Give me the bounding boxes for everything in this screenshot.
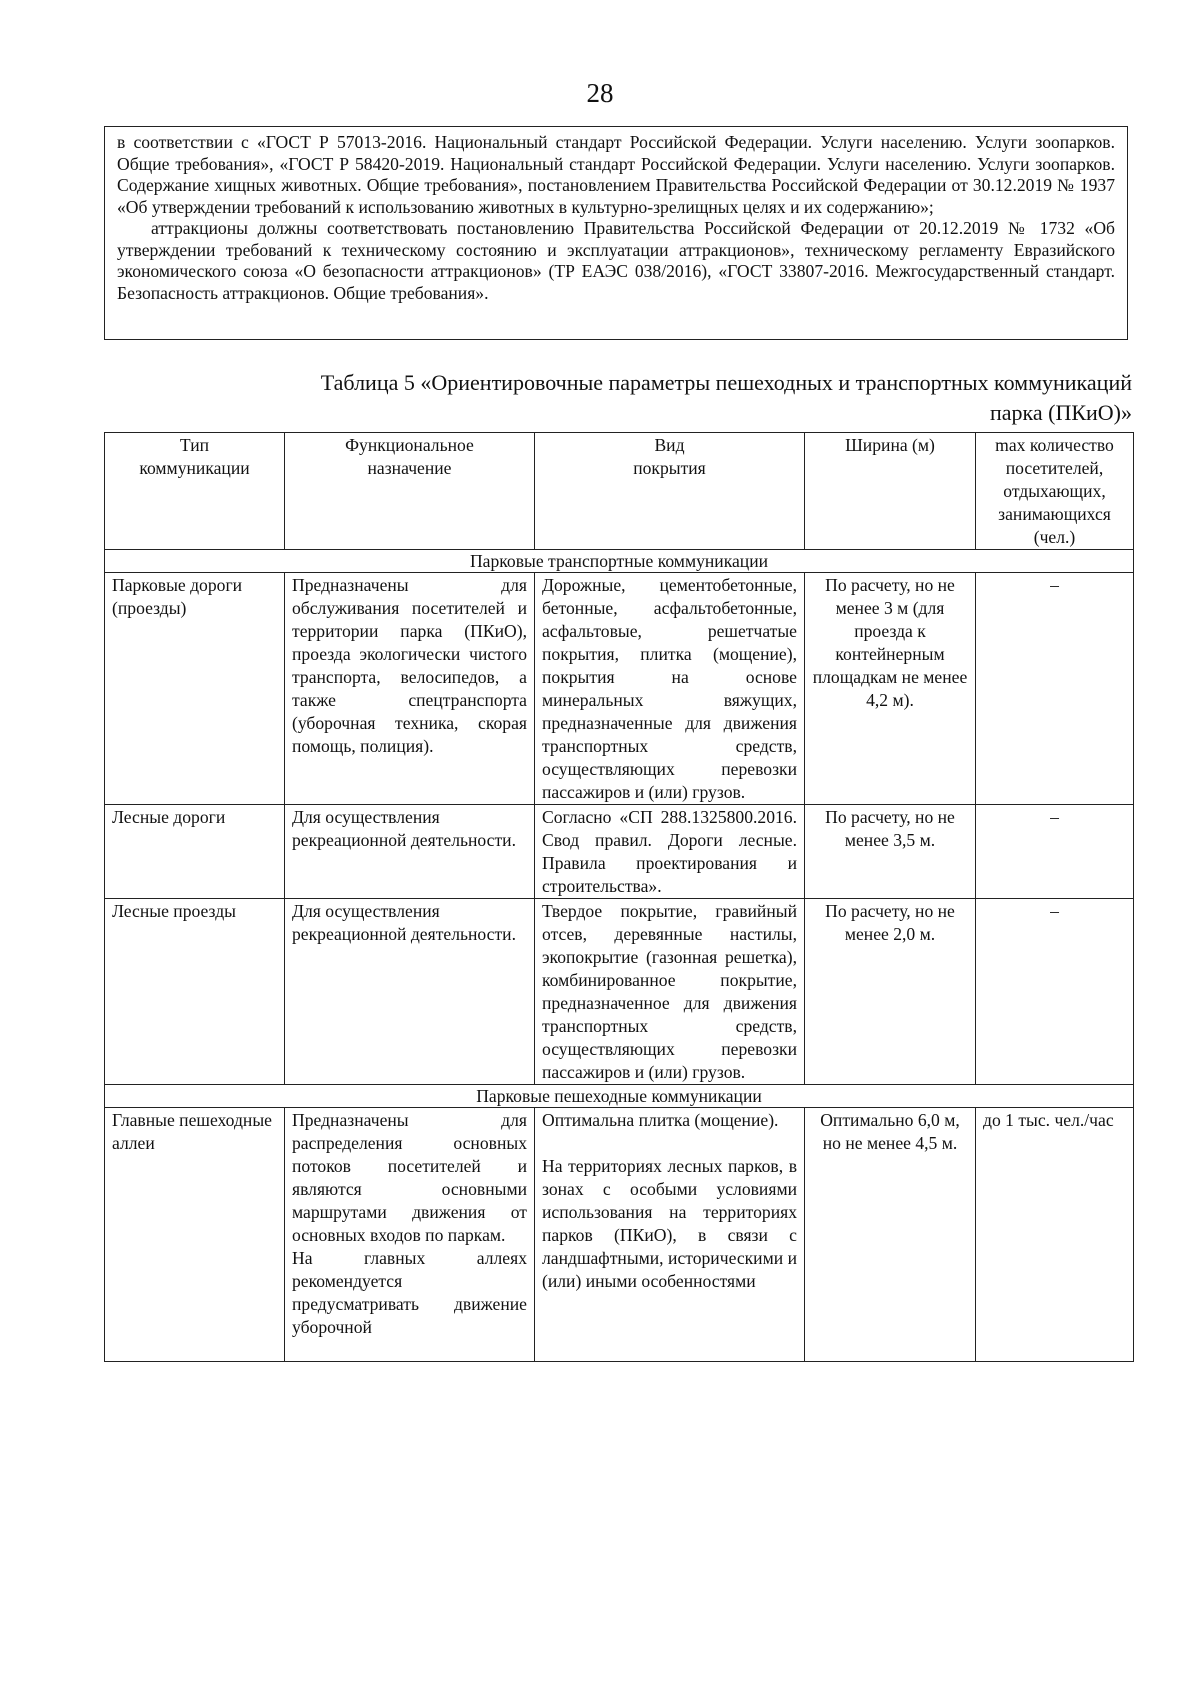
cell-max-visitors: –	[976, 899, 1134, 1085]
header-type: Тип коммуникации	[105, 433, 285, 550]
cell-surface	[535, 1108, 805, 1362]
header-purpose: Функциональное назначение	[285, 433, 535, 550]
intro-paragraph-2: аттракционы должны соответствовать постановлению Правительства Российской Федерации от 20.12.2019 № 1732 «Об утверждении требований к техническому состоянию и эксплуатации аттракционов», техническому регламенту Евразийского экономического союза «О безопасности аттракционов» (ТР ЕАЭС 038/2016), «ГОСТ 33807-2016. Межгосударственный стандарт. Безопасность аттракционов. Общие требования».	[117, 218, 1115, 303]
header-surface: Вид покрытия	[535, 433, 805, 550]
cell-type: Лесные проезды	[105, 899, 285, 1085]
cell-surface-paragraph-2: На территориях лесных парков, в зонах с особыми условиями использования на территориях парков (ПКиО), в связи с ландшафтными, историческими и (или) иными особенностями	[542, 1156, 797, 1291]
cell-width: Оптимально 6,0 м, но не менее 4,5 м.	[805, 1108, 976, 1362]
intro-text-box	[104, 126, 1128, 340]
section-title-transport: Парковые транспортные коммуникации	[105, 550, 1134, 573]
cell-width: По расчету, но не менее 2,0 м.	[805, 899, 976, 1085]
table-row	[105, 1108, 1134, 1362]
cell-type: Парковые дороги (проезды)	[105, 573, 285, 805]
table-header-row	[105, 433, 1134, 550]
parameters-table	[104, 432, 1134, 1362]
cell-width: По расчету, но не менее 3,5 м.	[805, 805, 976, 899]
cell-type: Лесные дороги	[105, 805, 285, 899]
cell-max-visitors: до 1 тыс. чел./час	[976, 1108, 1134, 1362]
cell-surface: Твердое покрытие, гравийный отсев, деревянные настилы, экопокрытие (газонная решетка), комбинированное покрытие, предназначенное для движения транспортных средств, осуществляющих перевозки пассажиров и (или) грузов.	[535, 899, 805, 1085]
cell-width: По расчету, но не менее 3 м (для проезда к контейнерным площадкам не менее 4,2 м).	[805, 573, 976, 805]
cell-purpose: Предназначены для обслуживания посетителей и территории парка (ПКиО), проезда экологически чистого транспорта, велосипедов, а также спецтранспорта (уборочная техника, скорая помощь, полиция).	[285, 573, 535, 805]
page-number: 28	[586, 78, 614, 108]
cell-type: Главные пешеходные аллеи	[105, 1108, 285, 1362]
cell-surface: Дорожные, цементобетонные, бетонные, асфальтобетонные, асфальтовые, решетчатые покрытия, плитка (мощение), покрытия на основе минеральных вяжущих, предназначенные для движения транспортных средств, осуществляющих перевозки пассажиров и (или) грузов.	[535, 573, 805, 805]
header-width: Ширина (м)	[805, 433, 976, 550]
cell-purpose: Для осуществления рекреационной деятельности.	[285, 805, 535, 899]
cell-max-visitors: –	[976, 805, 1134, 899]
table-caption	[220, 368, 1132, 428]
header-max-visitors: max количество посетителей, отдыхающих, занимающихся (чел.)	[976, 433, 1134, 550]
table-caption-line-2: парка (ПКиО)»	[989, 400, 1132, 425]
cell-max-visitors: –	[976, 573, 1134, 805]
table-row	[105, 573, 1134, 805]
cell-surface-paragraph-1: Оптимальна плитка (мощение).	[542, 1110, 779, 1130]
cell-purpose	[285, 1108, 535, 1362]
cell-purpose-paragraph-2: На главных аллеях рекомендуется предусматривать движение уборочной	[292, 1248, 527, 1337]
table-caption-line-1: Таблица 5 «Ориентировочные параметры пешеходных и транспортных коммуникаций	[320, 370, 1132, 395]
section-row-transport	[105, 550, 1134, 573]
table-row	[105, 899, 1134, 1085]
section-row-pedestrian	[105, 1085, 1134, 1108]
cell-surface: Согласно «СП 288.1325800.2016. Свод правил. Дороги лесные. Правила проектирования и строительства».	[535, 805, 805, 899]
cell-surface-spacer	[542, 1132, 797, 1155]
cell-purpose-paragraph-1: Предназначены для распределения основных потоков посетителей и являются основными маршрутами движения от основных входов по паркам.	[292, 1110, 527, 1245]
cell-purpose: Для осуществления рекреационной деятельности.	[285, 899, 535, 1085]
intro-paragraph-1: в соответствии с «ГОСТ Р 57013-2016. Национальный стандарт Российской Федерации. Услуги населению. Услуги зоопарков. Общие требования», «ГОСТ Р 58420-2019. Национальный стандарт Российской Федерации. Услуги населению. Услуги зоопарков. Содержание хищных животных. Общие требования», постановлением Правительства Российской Федерации от 30.12.2019 № 1937 «Об утверждении требований к использованию животных в культурно-зрелищных целях и их содержанию»;	[117, 132, 1115, 217]
table-row	[105, 805, 1134, 899]
section-title-pedestrian: Парковые пешеходные коммуникации	[105, 1085, 1134, 1108]
